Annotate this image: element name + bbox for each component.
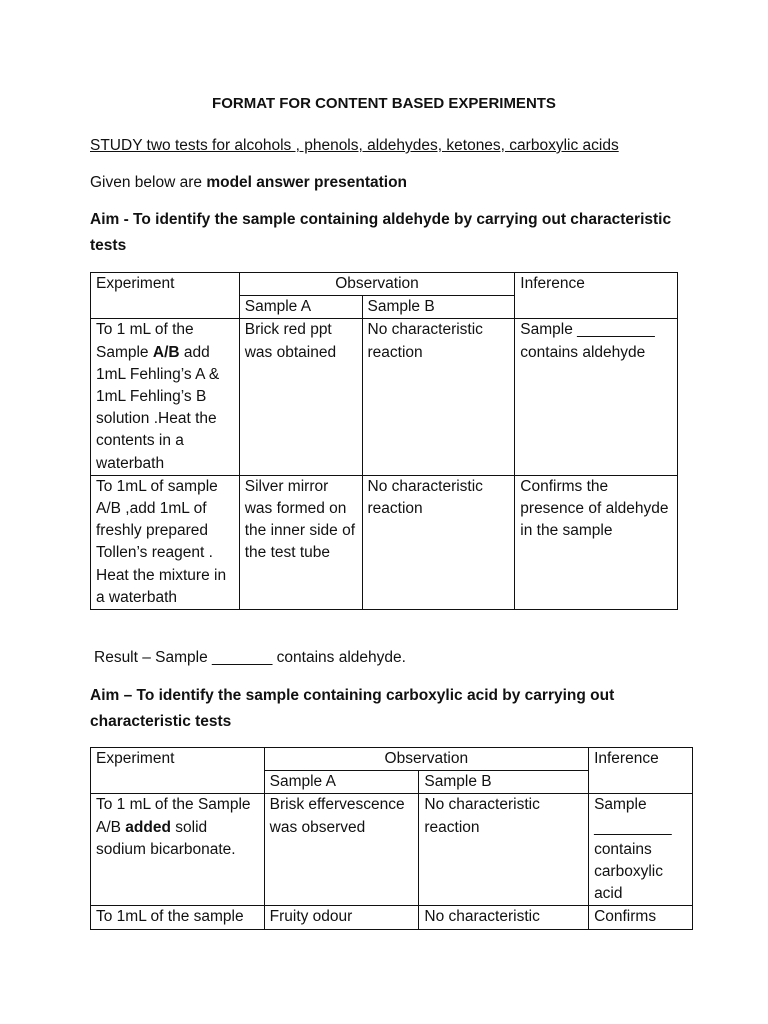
cell-inference: Sample _________ contains aldehyde <box>515 319 678 475</box>
cell-sample-b: No characteristic reaction <box>419 794 589 906</box>
table-row <box>91 906 693 929</box>
aim-aldehyde: Aim - To identify the sample containing aldehyde by carrying out characteristic tests <box>90 211 672 254</box>
aldehyde-table <box>90 272 678 610</box>
cell-inference: Sample _________ contains carboxylic acid <box>589 794 693 906</box>
header-inference: Inference <box>515 273 678 319</box>
exp-text: add 1mL Fehling’s A & 1mL Fehling’s B solution .Heat the contents in a waterbath <box>96 343 220 472</box>
header-observation: Observation <box>239 273 515 296</box>
cell-sample-a: Fruity odour <box>264 906 419 929</box>
cell-experiment <box>91 319 240 475</box>
header-observation: Observation <box>264 748 588 771</box>
header-sample-b: Sample B <box>419 771 589 794</box>
exp-text: solid sodium bicarbonate. <box>96 818 236 858</box>
cell-inference: Confirms the presence of aldehyde in the sample <box>515 475 678 609</box>
result-line: Result – Sample _______ contains aldehyde. <box>94 649 406 666</box>
header-sample-a: Sample A <box>264 771 419 794</box>
cell-sample-a: Brisk effervescence was observed <box>264 794 419 906</box>
table-row <box>91 794 693 906</box>
table-row <box>91 475 678 609</box>
study-line: STUDY two tests for alcohols , phenols, aldehydes, ketones, carboxylic acids <box>90 137 619 154</box>
given-line <box>90 170 407 196</box>
header-sample-a: Sample A <box>239 296 362 319</box>
cell-sample-b: No characteristic reaction <box>362 319 515 475</box>
exp-text: To 1 mL of the Sample <box>96 321 194 361</box>
given-bold: model answer presentation <box>206 174 408 191</box>
carboxylic-table <box>90 747 693 930</box>
given-prefix: Given below are <box>90 174 207 191</box>
exp-text: To 1 mL of the Sample A/B <box>96 796 251 836</box>
exp-bold: added <box>125 818 171 836</box>
cell-experiment <box>91 794 265 906</box>
exp-bold: A/B <box>152 343 180 361</box>
table-header-row <box>91 748 693 771</box>
header-experiment: Experiment <box>91 273 240 319</box>
cell-sample-b: No characteristic reaction <box>362 475 515 609</box>
aim-carboxylic: Aim – To identify the sample containing carboxylic acid by carrying out characteristic tests <box>90 687 615 730</box>
cell-sample-a: Silver mirror was formed on the inner side of the test tube <box>239 475 362 609</box>
cell-sample-b: No characteristic <box>419 906 589 929</box>
header-sample-b: Sample B <box>362 296 515 319</box>
cell-experiment: To 1mL of the sample <box>91 906 265 929</box>
cell-experiment: To 1mL of sample A/B ,add 1mL of freshly prepared Tollen’s reagent . Heat the mixture in a waterbath <box>91 475 240 609</box>
cell-sample-a: Brick red ppt was obtained <box>239 319 362 475</box>
table-header-row <box>91 273 678 296</box>
cell-inference: Confirms <box>589 906 693 929</box>
document-title: FORMAT FOR CONTENT BASED EXPERIMENTS <box>212 95 556 112</box>
header-experiment: Experiment <box>91 748 265 794</box>
header-inference: Inference <box>589 748 693 794</box>
table-row <box>91 319 678 475</box>
